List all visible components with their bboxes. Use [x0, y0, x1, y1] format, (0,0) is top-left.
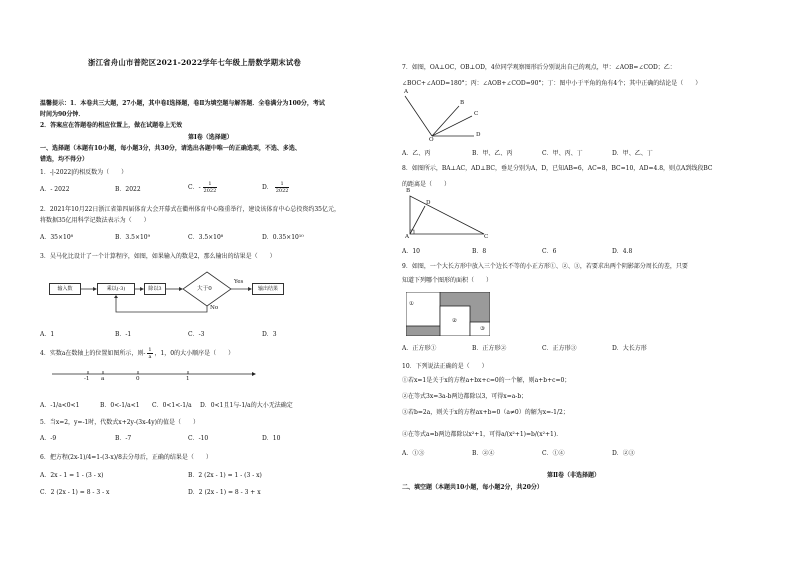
flow-output-box: 输出结果 [252, 283, 284, 295]
q4-choice-c[interactable]: C．0<1<-1/a [152, 402, 192, 409]
q9-stem: 9．如图，一个大长方形中放入三个边长不等的小正方形①、②、③，若要求出两个阴影部分周长的差，只要 [402, 263, 688, 270]
q8-choice-a[interactable]: A．10 [402, 248, 420, 255]
left-column [40, 0, 390, 562]
q8-figure-svg [402, 192, 492, 244]
q4-label-neg-one: -1 [84, 376, 90, 382]
q8-label-a: A [405, 234, 410, 240]
exam-title: 浙江省舟山市普陀区2021-2022学年七年级上册数学期末试卷 [88, 58, 302, 67]
flow-step1-box: 乘以(-3) [97, 283, 135, 295]
flow-input-box: 输入数 [49, 283, 81, 295]
notice-line-2: 时间为90分钟． [40, 111, 85, 118]
q1-d-den: 2022 [275, 188, 289, 194]
q7-choice-c[interactable]: C．甲、丙、丁 [542, 150, 583, 157]
q8-figure [402, 188, 492, 244]
section1-title: 一、选择题（本题有10小题，每小题3分，共30分，请选出各题中唯一的正确选项，不选、多选、 [40, 145, 301, 152]
q8-choice-d[interactable]: D．4.8 [612, 248, 633, 255]
q2-choice-c[interactable]: C．3.5×10⁸ [188, 234, 224, 241]
q9-choice-d[interactable]: D．大长方形 [612, 345, 647, 352]
q1-choice-c[interactable] [188, 181, 217, 194]
q7-label-o: O [429, 137, 434, 143]
q3-stem: 3．吴马化比设计了一个计算程序，如图，如果输入的数是2，那么输出的结果是（ ） [40, 253, 276, 260]
flow-step2-box: 除以3 [144, 283, 166, 295]
q1-choice-d-fraction [275, 181, 290, 194]
q5-stem: 5．当x=2，y=-1时，代数式x+2y-(3x-4y)的值是（ ） [40, 419, 199, 426]
q1-choice-d[interactable] [262, 181, 289, 194]
q5-choice-a[interactable]: A．-9 [40, 435, 57, 442]
q2-stem-2: 将数据35亿用科学记数法表示为（ ） [40, 217, 150, 224]
part2-title: 第Ⅱ卷（非选择题） [547, 472, 601, 479]
q3-choice-d[interactable]: D．3 [262, 331, 277, 338]
q10-statement-1: ①若x=1是关于x的方程a+bx+c=0的一个解，则a+b+c=0； [402, 377, 571, 384]
q4-label-one: 1 [186, 376, 190, 382]
q8-label-d: D [426, 200, 431, 206]
q4-choice-d[interactable]: D．0<1且1与-1/a的大小无法确定 [200, 402, 293, 409]
q7-label-a: A [404, 89, 409, 95]
q9-label-square-1: ① [409, 301, 415, 307]
notice-line-3: 2．答案应在答题卷的相应位置上，做在试题卷上无效 [40, 122, 183, 129]
q4-stem-fraction [147, 347, 152, 360]
q2-choice-a[interactable]: A．35×10⁸ [40, 234, 74, 241]
q9-choice-a[interactable]: A．正方形① [402, 345, 437, 352]
q10-choice-a[interactable]: A．①③ [402, 450, 425, 457]
q4-choice-a[interactable]: A．-1/a<0<1 [40, 402, 80, 409]
q7-choice-d[interactable]: D．甲、乙、丁 [612, 150, 653, 157]
q3-choice-c[interactable]: C．-3 [188, 331, 205, 338]
notice-text: 1．本卷共三大题，27小题，其中卷Ⅰ选择题，卷Ⅱ为填空题与解答题．全卷满分为100分，考试 [70, 100, 325, 107]
q7-label-b: B [460, 100, 465, 106]
q4-stem [40, 347, 234, 360]
q4-num: 1 [148, 347, 152, 353]
q7-figure [402, 89, 502, 144]
q7-choice-a[interactable]: A．乙、丙 [402, 150, 431, 157]
q9-choice-c[interactable]: C．正方形③ [542, 345, 577, 352]
q2-choice-b[interactable]: B．3.5×10⁹ [115, 234, 151, 241]
q7-figure-svg [402, 92, 502, 144]
q6-choice-a[interactable]: A．2x - 1 = 1 - (3 - x) [40, 472, 104, 479]
q10-choice-c[interactable]: C．①④ [542, 450, 565, 457]
q1-choice-d-prefix: D． [262, 184, 273, 191]
q1-choice-c-prefix: C．- [188, 184, 201, 191]
q4-number-line [40, 366, 260, 390]
flow-yes-label: Yes [234, 279, 244, 285]
flow-decision-label: 大于0 [197, 286, 212, 292]
q9-choice-b[interactable]: B．正方形② [472, 345, 507, 352]
notice-line-1 [40, 100, 325, 108]
q2-stem: 2．2021年10月22日浙江省第四届体育大会开幕式在衢州体育中心隆重举行，建设该体育中心总投资约35亿元， [40, 206, 340, 213]
q1-c-num: 1 [203, 181, 218, 188]
q9-figure-svg [406, 292, 490, 336]
q6-choice-c[interactable]: C．2 (2x - 1) = 8 - 3 - x [40, 489, 110, 496]
q1-choice-a[interactable]: A．- 2022 [40, 186, 70, 193]
q4-choice-b[interactable]: B．0<-1/a<1 [100, 402, 140, 409]
q4-stem-prefix: 4．实数a在数轴上的位置如图所示，则- [40, 350, 146, 357]
flow-no-label: No [210, 305, 219, 311]
q8-choice-c[interactable]: C．6 [542, 248, 557, 255]
section1-title-2: 错选，均不得分） [40, 156, 89, 163]
right-column [402, 0, 752, 562]
q9-label-square-3: ③ [480, 326, 486, 332]
q8-label-c: C [484, 234, 489, 240]
q2-choice-d[interactable]: D．0.35×10¹⁰ [262, 234, 304, 241]
q10-statement-2: ②在等式3x=3a-b两边都除以3，可得x=a-b； [402, 393, 528, 400]
q4-label-a: a [101, 376, 105, 382]
q8-stem-2: 的距离是（ ） [402, 181, 451, 188]
q8-stem: 8．如图所示，BA⊥AC，AD⊥BC，垂足分别为A，D，已知AB=6，AC=8，BC=10，AD=4.8，则点A到线段BC [402, 165, 713, 172]
q7-stem-2: ∠BOC+∠AOD=180°；丙：∠AOB+∠COD=90°；丁：图中小于平角的角有4个；其中正确的结论是（ ） [402, 80, 702, 87]
q1-c-den: 2022 [203, 188, 217, 194]
part1-title: 第Ⅰ卷（选择题） [188, 134, 233, 141]
notice-label: 温馨提示： [40, 100, 71, 107]
q6-choice-b[interactable]: B．2 (2x - 1) = 1 - (3 - x) [188, 472, 262, 479]
q9-figure [406, 292, 490, 336]
q10-choice-d[interactable]: D．②③ [612, 450, 635, 457]
q7-label-c: C [474, 111, 479, 117]
q8-choice-b[interactable]: B．8 [472, 248, 487, 255]
q6-stem: 6．把方程(2x-1)/4=1-(3-x)/8去分母后，正确的结果是（ ） [40, 454, 212, 461]
q4-stem-suffix: ，1，0的大小顺序是（ ） [154, 350, 235, 357]
q4-label-zero: 0 [136, 376, 140, 382]
q3-choice-a[interactable]: A．1 [40, 331, 55, 338]
q10-statement-3: ③若b=2a，则关于x的方程ax+b=0（a≠0）的解为x=-1/2； [402, 409, 569, 416]
q5-choice-c[interactable]: C．-10 [188, 435, 209, 442]
q5-choice-b[interactable]: B．-7 [115, 435, 132, 442]
q6-choice-d[interactable]: D．2 (2x - 1) = 8 - 3 + x [188, 489, 261, 496]
q4-den: a [148, 354, 152, 360]
q3-flowchart [40, 268, 300, 318]
q9-stem-2: 知道下列哪个图形的面积（ ） [402, 277, 493, 284]
q7-choice-b[interactable]: B．甲、乙、丙 [472, 150, 513, 157]
q1-choice-b[interactable]: B．2022 [115, 186, 141, 193]
q7-label-d: D [476, 132, 481, 138]
q10-statement-4: ④在等式a=b两边都除以x²+1，可得a/(x²+1)=b/(x²+1)． [402, 431, 563, 438]
q1-choice-c-fraction [203, 181, 218, 194]
q1-d-num: 1 [275, 181, 290, 188]
q1-stem: 1．-|-2022|的相反数为（ ） [40, 169, 128, 176]
section2-title: 二、填空题（本题共10小题，每小题2分，共20分） [402, 484, 543, 491]
q4-number-line-svg [40, 366, 260, 390]
q5-choice-d[interactable]: D．10 [262, 435, 281, 442]
q3-choice-b[interactable]: B．-1 [115, 331, 132, 338]
q8-label-b: B [406, 188, 411, 194]
q9-label-square-2: ② [452, 318, 458, 324]
q7-stem: 7．如图，OA⊥OC，OB⊥OD，4位同学观察图形后分别说出自己的观点，甲：∠AOB=∠COD；乙： [402, 64, 676, 71]
q10-choice-b[interactable]: B．②④ [472, 450, 495, 457]
q10-stem: 10．下列说法正确的是（ ） [402, 363, 488, 370]
